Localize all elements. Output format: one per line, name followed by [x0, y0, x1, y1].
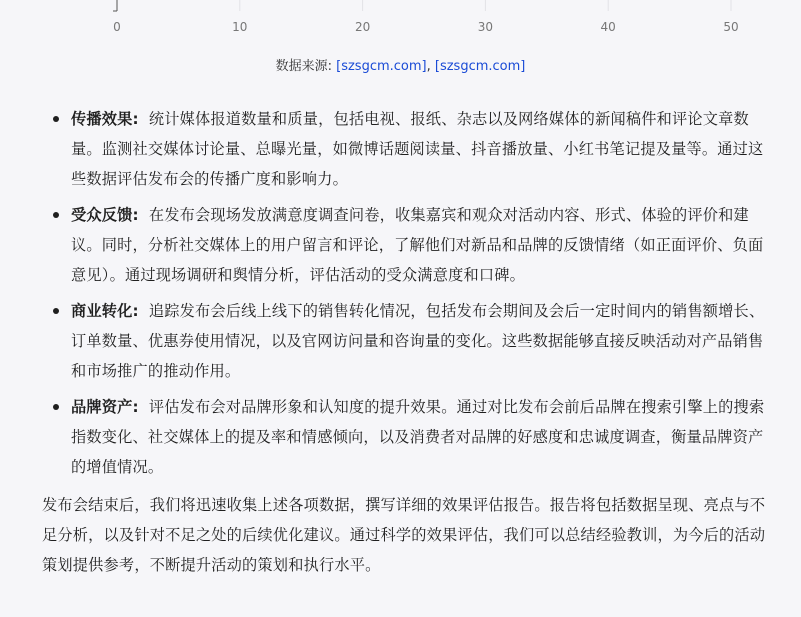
chart-x-tick-label: 20 [354, 20, 371, 34]
chart-x-tick-label: 0 [113, 20, 121, 34]
list-item-text: 评估发布会对品牌形象和认知度的提升效果。通过对比发布会前后品牌在搜索引擎上的搜索指数变化、社交媒体上的提及率和情感倾向，以及消费者对品牌的好感度和忠诚度调查，衡量品牌资产的增值情况。 [71, 398, 765, 476]
chart-x-tick-labels [113, 20, 738, 34]
conclusion-paragraph: 发布会结束后，我们将迅速收集上述各项数据，撰写详细的效果评估报告。报告将包括数据呈现、亮点与不足分析，以及针对不足之处的后续优化建议。通过科学的效果评估，我们可以总结经验教训，为今后的活动策划提供参考，不断提升活动的策划和执行水平。 [42, 496, 766, 574]
source-link-2[interactable]: [szsgcm.com] [434, 59, 526, 74]
source-separator: , [426, 59, 435, 74]
chart-x-tick-label: 10 [232, 20, 248, 34]
list-item-text: 在发布会现场发放满意度调查问卷，收集嘉宾和观众对活动内容、形式、体验的评价和建议。同时，分析社交媒体上的用户留言和评论，了解他们对新品和品牌的反馈情绪（如正面评价、负面意见）。通过现场调研和舆情分析，评估活动的受众满意度和口碑。 [71, 206, 764, 284]
chart-x-tick-label: 50 [723, 20, 739, 34]
list-item-term: 商业转化: [71, 302, 139, 320]
list-item-term: 受众反馈: [71, 206, 139, 224]
list-item-term: 品牌资产: [71, 398, 139, 416]
source-label: 数据来源: [275, 59, 332, 74]
list-item [45, 200, 765, 290]
list-item [45, 392, 765, 482]
chart-gridlines [240, 0, 731, 11]
list-item [45, 104, 765, 194]
list-item-text: 追踪发布会后线上线下的销售转化情况，包括发布会期间及会后一定时间内的销售额增长、订单数量、优惠券使用情况，以及官网访问量和咨询量的变化。这些数据能够直接反映活动对产品销售和市场推广的推动作用。 [71, 302, 765, 380]
chart-axis-svg [0, 0, 801, 46]
list-item [45, 296, 765, 386]
chart-x-tick-label: 40 [600, 20, 616, 34]
source-link-1[interactable]: [szsgcm.com] [336, 59, 427, 74]
list-item-term: 传播效果: [71, 110, 139, 128]
metrics-list [45, 104, 765, 488]
data-source [0, 55, 801, 74]
list-item-text: 统计媒体报道数量和质量，包括电视、报纸、杂志以及网络媒体的新闻稿件和评论文章数量。监测社交媒体讨论量、总曝光量，如微博话题阅读量、抖音播放量、小红书笔记提及量等。通过这些数据评估发布会的传播广度和影响力。 [71, 110, 764, 188]
chart-x-tick-label: 30 [477, 20, 494, 34]
chart-x-axis [0, 0, 801, 46]
